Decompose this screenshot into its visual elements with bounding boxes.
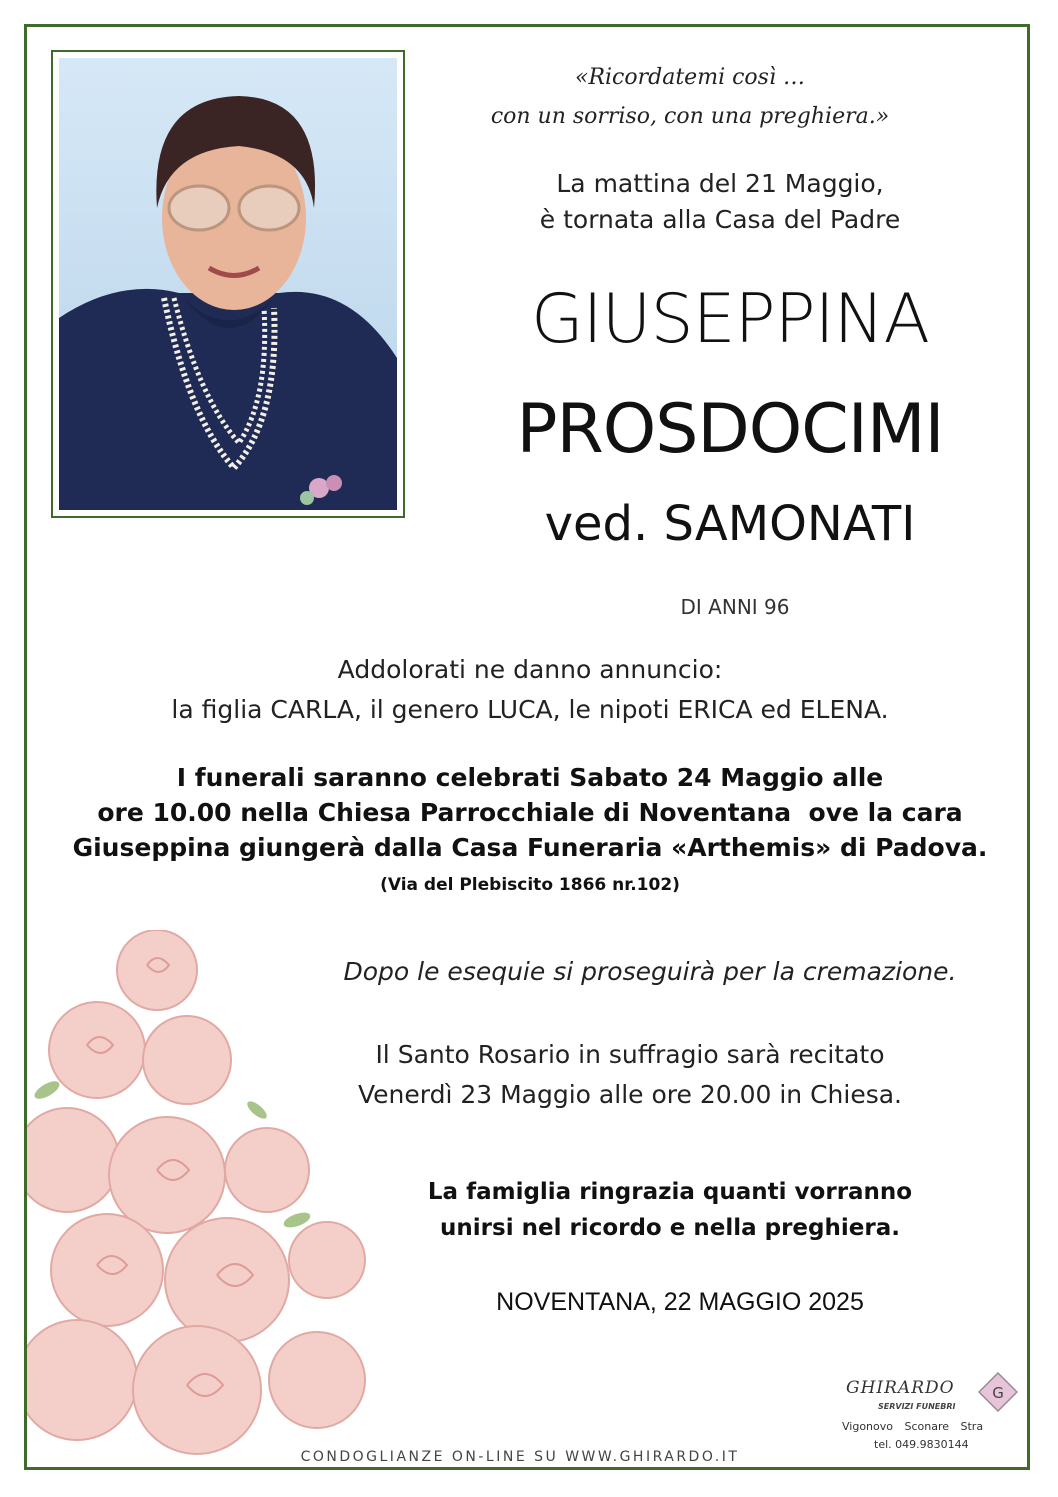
portrait-photo: [59, 58, 397, 510]
family-announcement: [100, 650, 960, 730]
quote-line-2: con un sorriso, con una preghiera.»: [490, 104, 890, 129]
logo-phone: tel. 049.9830144: [874, 1438, 969, 1451]
thanks-line-2: unirsi nel ricordo e nella preghiera.: [440, 1215, 900, 1241]
cremation-note: Dopo le esequie si proseguirà per la cremazione.: [343, 957, 957, 986]
deceased-first-name: GIUSEPPINA: [530, 280, 930, 359]
funeral-home-logo: [828, 1376, 1028, 1466]
thanks-line-1: La famiglia ringrazia quanti vorranno: [427, 1179, 913, 1205]
diamond-logo-icon: [978, 1372, 1018, 1412]
roses-decoration: [27, 930, 367, 1467]
condolences-footer: CONDOGLIANZE ON-LINE SU WWW.GHIRARDO.IT: [300, 1449, 740, 1465]
rosary-line-1: Il Santo Rosario in suffragio sarà recitato: [375, 1040, 885, 1069]
logo-mark-letter: G: [992, 1384, 1004, 1402]
deceased-age: DI ANNI 96: [680, 595, 790, 619]
portrait-frame: [51, 50, 405, 518]
announcement-line-1: Addolorati ne danno annuncio:: [337, 655, 723, 684]
funeral-line-2: ore 10.00 nella Chiesa Parrocchiale di Noventana ove la cara: [97, 798, 963, 827]
announcement-line-2: la figlia CARLA, il genero LUCA, le nipoti ERICA ed ELENA.: [171, 695, 889, 724]
rosary-notice: [300, 1035, 960, 1115]
family-thanks: [370, 1174, 970, 1246]
funeral-home-address: (Via del Plebiscito 1866 nr.102): [380, 875, 680, 895]
logo-towns: Vigonovo Sconare Stra: [842, 1420, 984, 1433]
logo-name: GHIRARDO: [846, 1378, 955, 1398]
memorial-quote: [480, 58, 900, 136]
quote-line-1: «Ricordatemi così …: [575, 65, 805, 90]
deceased-widow-of: ved. SAMONATI: [544, 496, 916, 552]
funeral-details: [40, 760, 1020, 865]
funeral-line-1: I funerali saranno celebrati Sabato 24 Maggio alle: [176, 763, 884, 792]
funeral-line-3: Giuseppina giungerà dalla Casa Funeraria «Arthemis» di Padova.: [72, 833, 988, 862]
deceased-last-name: PROSDOCIMI: [516, 390, 944, 469]
place-and-date: NOVENTANA, 22 MAGGIO 2025: [496, 1288, 864, 1316]
death-announcement: [470, 166, 970, 238]
logo-tagline: SERVIZI FUNEBRI: [878, 1402, 956, 1411]
intro-line-2: è tornata alla Casa del Padre: [539, 205, 901, 234]
rosary-line-2: Venerdì 23 Maggio alle ore 20.00 in Chiesa.: [357, 1080, 902, 1109]
intro-line-1: La mattina del 21 Maggio,: [556, 169, 884, 198]
